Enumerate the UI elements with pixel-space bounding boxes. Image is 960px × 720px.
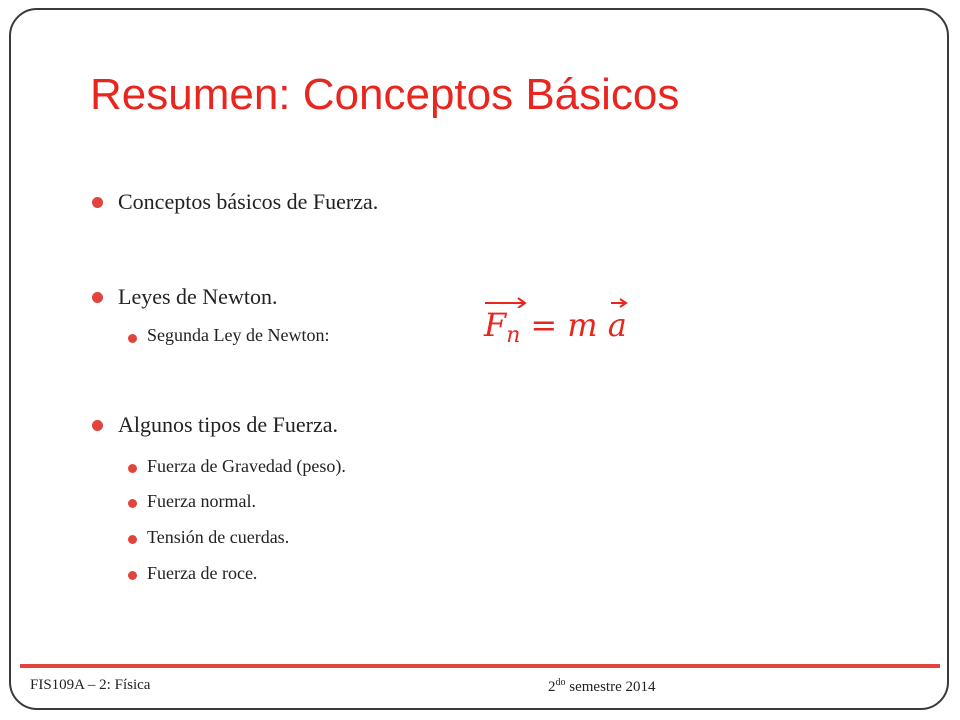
sub-bullet-normal: Fuerza normal.: [147, 491, 256, 511]
bullet-leyes-newton: Leyes de Newton.: [118, 284, 278, 309]
sub-bullet-tension: Tensión de cuerdas.: [147, 527, 290, 547]
sub-bullet-dot: [128, 535, 137, 544]
equals-sign: =: [530, 306, 558, 344]
slide-title: Resumen: Conceptos Básicos: [90, 70, 680, 119]
semester-ordinal-suffix: do: [555, 677, 566, 688]
force-subscript: n: [506, 323, 521, 348]
bullet-tipos-fuerza: Algunos tipos de Fuerza.: [118, 412, 338, 437]
force-vector: [484, 306, 520, 348]
bullet-dot: [92, 420, 103, 431]
semester-text: semestre 2014: [565, 679, 656, 695]
acceleration-symbol: a: [607, 306, 627, 344]
sub-bullet-dot: [128, 571, 137, 580]
sub-bullet-gravedad: Fuerza de Gravedad (peso).: [147, 456, 346, 476]
bullet-dot: [92, 197, 103, 208]
vector-arrow-icon: [484, 296, 528, 308]
acceleration-vector: [608, 306, 627, 344]
newton-second-law-equation: [484, 306, 627, 348]
footer-course: FIS109A – 2: Física: [30, 677, 151, 693]
semester-number: 2: [548, 679, 556, 695]
footer-semester: [548, 677, 655, 696]
sub-bullet-dot: [128, 464, 137, 473]
vector-arrow-icon: [610, 298, 628, 308]
sub-bullet-roce: Fuerza de roce.: [147, 563, 258, 583]
footer-divider: [20, 664, 940, 668]
bullet-dot: [92, 292, 103, 303]
sub-bullet-dot: [128, 499, 137, 508]
force-symbol: F: [484, 306, 507, 344]
sub-bullet-dot: [128, 334, 137, 343]
sub-bullet-segunda-ley: Segunda Ley de Newton:: [147, 325, 330, 345]
bullet-conceptos: Conceptos básicos de Fuerza.: [118, 189, 379, 214]
mass-symbol: m: [567, 306, 598, 344]
